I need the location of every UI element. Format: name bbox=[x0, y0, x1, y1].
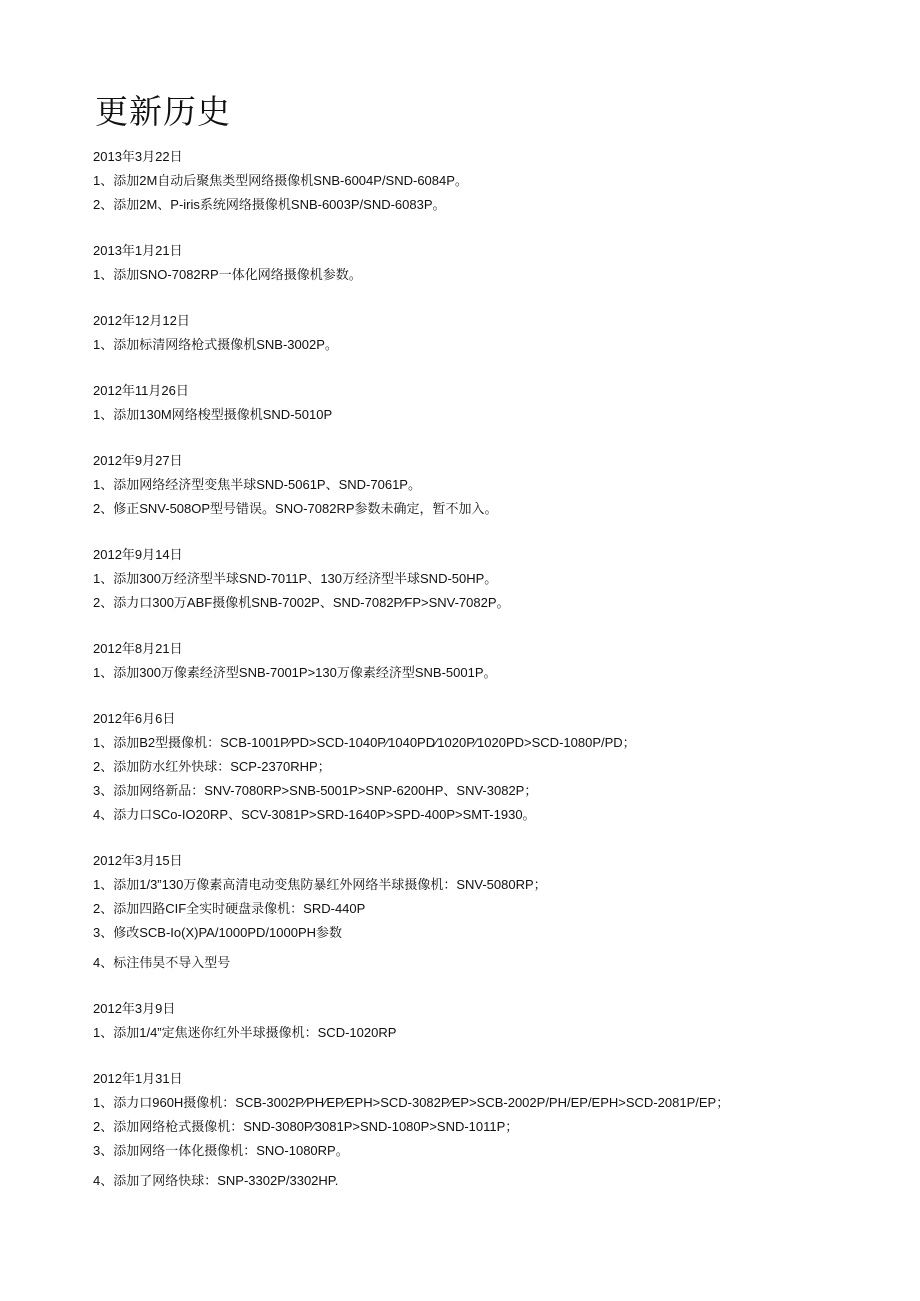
entry-item: 2、添加2M、P-iris系统网络摄像机SNB-6003P/SND-6083P。 bbox=[93, 197, 446, 212]
update-history-list bbox=[93, 145, 893, 1215]
entry-item: 1、添加300万像素经济型SNB-7001P>130万像素经济型SNB-5001P。 bbox=[93, 665, 497, 680]
entry-date: 2012年3月15日 bbox=[93, 853, 183, 868]
history-entry bbox=[93, 543, 893, 615]
entry-date: 2012年8月21日 bbox=[93, 641, 183, 656]
entry-item: 2、添加四路CIF全实时硬盘录像机：SRD-440P bbox=[93, 901, 366, 916]
entry-date: 2012年3月9日 bbox=[93, 1001, 176, 1016]
history-entry bbox=[93, 379, 893, 427]
history-entry bbox=[93, 239, 893, 287]
history-entry bbox=[93, 145, 893, 217]
entry-item: 4、添力口SCo-IO20RP、SCV-3081P>SRD-1640P>SPD-400P>SMT-1930。 bbox=[93, 807, 536, 822]
entry-item: 2、添加防水红外快球：SCP-2370RHP； bbox=[93, 759, 331, 774]
entry-date: 2012年9月27日 bbox=[93, 453, 183, 468]
entry-item: 2、添力口300万ABF摄像机SNB-7002P、SND-7082P∕FP>SNV-7082P。 bbox=[93, 595, 510, 610]
entry-date: 2013年1月21日 bbox=[93, 243, 183, 258]
entry-item: 2、修正SNV-508OP型号错误。SNO-7082RP参数未确定，暂不加入。 bbox=[93, 501, 498, 516]
entry-date: 2012年1月31日 bbox=[93, 1071, 183, 1086]
entry-item: 2、添加网络枪式摄像机：SND-3080P∕3081P>SND-1080P>SND-1011P； bbox=[93, 1119, 519, 1134]
entry-date: 2012年11月26日 bbox=[93, 383, 189, 398]
history-entry bbox=[93, 309, 893, 357]
entry-item: 4、添加了网络快球：SNP-3302P/3302HP. bbox=[93, 1173, 339, 1188]
entry-date: 2012年12月12日 bbox=[93, 313, 190, 328]
history-entry bbox=[93, 1067, 893, 1193]
entry-item: 1、添加SNO-7082RP一体化网络摄像机参数。 bbox=[93, 267, 362, 282]
entry-item: 1、添加标清网络枪式摄像机SNB-3002P。 bbox=[93, 337, 338, 352]
entry-date: 2012年6月6日 bbox=[93, 711, 176, 726]
history-entry bbox=[93, 449, 893, 521]
entry-item: 1、添加300万经济型半球SND-7011P、130万经济型半球SND-50HP。 bbox=[93, 571, 498, 586]
history-entry bbox=[93, 637, 893, 685]
entry-item: 3、添加网络一体化摄像机：SNO-1080RP。 bbox=[93, 1143, 349, 1158]
history-entry bbox=[93, 707, 893, 827]
entry-item: 1、添力口960H摄像机：SCB-3002P∕PH∕EP∕EPH>SCD-3082P∕EP>SCB-2002P/PH/EP/EPH>SCD-2081P/EP； bbox=[93, 1095, 730, 1110]
entry-item: 1、添加1/4”定焦迷你红外半球摄像机：SCD-1020RP bbox=[93, 1025, 397, 1040]
entry-item: 1、添加B2型摄像机：SCB-1001P∕PD>SCD-1040P∕1040PD∕1020P∕1020PD>SCD-1080P/PD； bbox=[93, 735, 636, 750]
entry-item: 3、修改SCB-Io(X)PA/1000PD/1000PH参数 bbox=[93, 925, 343, 940]
entry-date: 2013年3月22日 bbox=[93, 149, 183, 164]
entry-item: 1、添加网络经济型变焦半球SND-5061P、SND-7061P。 bbox=[93, 477, 421, 492]
entry-date: 2012年9月14日 bbox=[93, 547, 183, 562]
entry-item: 3、添加网络新品：SNV-7080RP>SNB-5001P>SNP-6200HP、SNV-3082P； bbox=[93, 783, 538, 798]
entry-item: 1、添加2M自动后聚焦类型网络摄像机SNB-6004P/SND-6084P。 bbox=[93, 173, 468, 188]
entry-item: 4、标注伟昊不导入型号 bbox=[93, 955, 231, 970]
history-entry bbox=[93, 849, 893, 975]
entry-item: 1、添加1/3”130万像素高清电动变焦防暴红外网络半球摄像机：SNV-5080RP； bbox=[93, 877, 547, 892]
history-entry bbox=[93, 997, 893, 1045]
entry-item: 1、添加130M网络梭型摄像机SND-5010P bbox=[93, 407, 333, 422]
page-title: 更新历史 bbox=[95, 92, 231, 131]
